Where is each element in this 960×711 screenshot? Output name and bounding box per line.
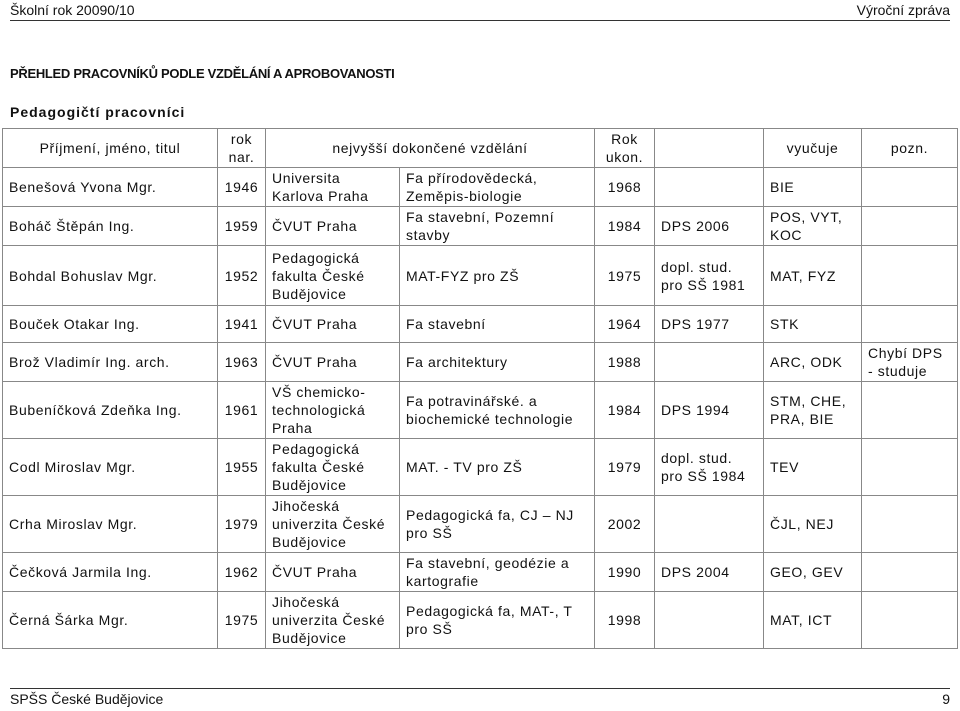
table-header-row [3,129,958,168]
cell-year: 1990 [595,553,655,592]
cell-extra [655,168,764,207]
table-row [3,496,958,553]
cell-teaches: BIE [764,168,862,207]
cell-teaches: STM, CHE, PRA, BIE [764,382,862,439]
cell-faculty: Fa přírodovědecká, Zeměpis-biologie [400,168,595,207]
cell-birth: 1955 [218,439,266,496]
col-year: Rok ukon. [595,129,655,168]
staff-table [2,128,958,649]
cell-faculty: Pedagogická fa, CJ – NJ pro SŠ [400,496,595,553]
cell-year: 1998 [595,592,655,649]
table-row [3,592,958,649]
report-name: Výroční zpráva [856,2,950,18]
cell-school: Universita Karlova Praha [266,168,400,207]
cell-birth: 1963 [218,343,266,382]
table-row [3,343,958,382]
col-note: pozn. [862,129,958,168]
cell-teaches: POS, VYT, KOC [764,207,862,246]
col-birth: rok nar. [218,129,266,168]
cell-school: VŠ chemicko-technologická Praha [266,382,400,439]
cell-extra [655,592,764,649]
col-teaches: vyučuje [764,129,862,168]
cell-faculty: Fa potravinářské. a biochemické technologie [400,382,595,439]
cell-faculty: Fa stavební [400,306,595,343]
cell-faculty: Pedagogická fa, MAT-, T pro SŠ [400,592,595,649]
table-row [3,246,958,306]
cell-birth: 1961 [218,382,266,439]
col-extra [655,129,764,168]
cell-year: 1988 [595,343,655,382]
cell-year: 2002 [595,496,655,553]
section-subtitle: Pedagogičtí pracovníci [10,104,186,120]
col-name: Příjmení, jméno, titul [3,129,218,168]
cell-extra: dopl. stud. pro SŠ 1984 [655,439,764,496]
cell-name: Čečková Jarmila Ing. [3,553,218,592]
cell-school: Pedagogická fakulta České Budějovice [266,246,400,306]
page-number: 9 [942,691,950,707]
cell-birth: 1941 [218,306,266,343]
cell-year: 1968 [595,168,655,207]
cell-teaches: STK [764,306,862,343]
cell-year: 1964 [595,306,655,343]
section-title: PŘEHLED PRACOVNÍKŮ PODLE VZDĚLÁNÍ A APROBOVANOSTI [10,66,395,81]
cell-teaches: GEO, GEV [764,553,862,592]
cell-extra: DPS 1994 [655,382,764,439]
cell-note [862,382,958,439]
cell-note [862,246,958,306]
cell-note [862,207,958,246]
cell-school: ČVUT Praha [266,553,400,592]
cell-school: Jihočeská univerzita České Budějovice [266,496,400,553]
cell-year: 1984 [595,382,655,439]
cell-teaches: MAT, ICT [764,592,862,649]
cell-birth: 1975 [218,592,266,649]
cell-school: ČVUT Praha [266,207,400,246]
school-name: SPŠS České Budějovice [10,691,164,707]
cell-birth: 1979 [218,496,266,553]
cell-name: Boháč Štěpán Ing. [3,207,218,246]
cell-name: Benešová Yvona Mgr. [3,168,218,207]
cell-birth: 1952 [218,246,266,306]
cell-name: Brož Vladimír Ing. arch. [3,343,218,382]
cell-extra [655,496,764,553]
cell-teaches: ČJL, NEJ [764,496,862,553]
page-footer [10,688,950,707]
page-header [10,2,950,21]
cell-school: ČVUT Praha [266,306,400,343]
school-year: Školní rok 20090/10 [10,2,135,18]
table-row [3,439,958,496]
cell-year: 1979 [595,439,655,496]
cell-birth: 1962 [218,553,266,592]
cell-birth: 1959 [218,207,266,246]
cell-year: 1984 [595,207,655,246]
cell-note [862,306,958,343]
cell-extra: DPS 2004 [655,553,764,592]
cell-note [862,496,958,553]
cell-faculty: MAT. - TV pro ZŠ [400,439,595,496]
table-row [3,553,958,592]
cell-faculty: Fa stavební, geodézie a kartografie [400,553,595,592]
cell-note [862,439,958,496]
cell-year: 1975 [595,246,655,306]
cell-note [862,553,958,592]
cell-extra: dopl. stud. pro SŠ 1981 [655,246,764,306]
cell-name: Crha Miroslav Mgr. [3,496,218,553]
cell-faculty: Fa architektury [400,343,595,382]
cell-teaches: TEV [764,439,862,496]
table-row [3,168,958,207]
cell-teaches: ARC, ODK [764,343,862,382]
cell-name: Bohdal Bohuslav Mgr. [3,246,218,306]
cell-faculty: Fa stavební, Pozemní stavby [400,207,595,246]
table-row [3,207,958,246]
cell-name: Codl Miroslav Mgr. [3,439,218,496]
cell-name: Bouček Otakar Ing. [3,306,218,343]
cell-faculty: MAT-FYZ pro ZŠ [400,246,595,306]
cell-name: Černá Šárka Mgr. [3,592,218,649]
cell-extra: DPS 2006 [655,207,764,246]
table-row [3,306,958,343]
cell-note [862,168,958,207]
cell-school: Pedagogická fakulta České Budějovice [266,439,400,496]
cell-name: Bubeníčková Zdeňka Ing. [3,382,218,439]
table-row [3,382,958,439]
cell-school: ČVUT Praha [266,343,400,382]
cell-school: Jihočeská univerzita České Budějovice [266,592,400,649]
cell-note: Chybí DPS - studuje [862,343,958,382]
cell-teaches: MAT, FYZ [764,246,862,306]
cell-extra: DPS 1977 [655,306,764,343]
col-education: nejvyšší dokončené vzdělání [266,129,595,168]
cell-note [862,592,958,649]
cell-extra [655,343,764,382]
cell-birth: 1946 [218,168,266,207]
